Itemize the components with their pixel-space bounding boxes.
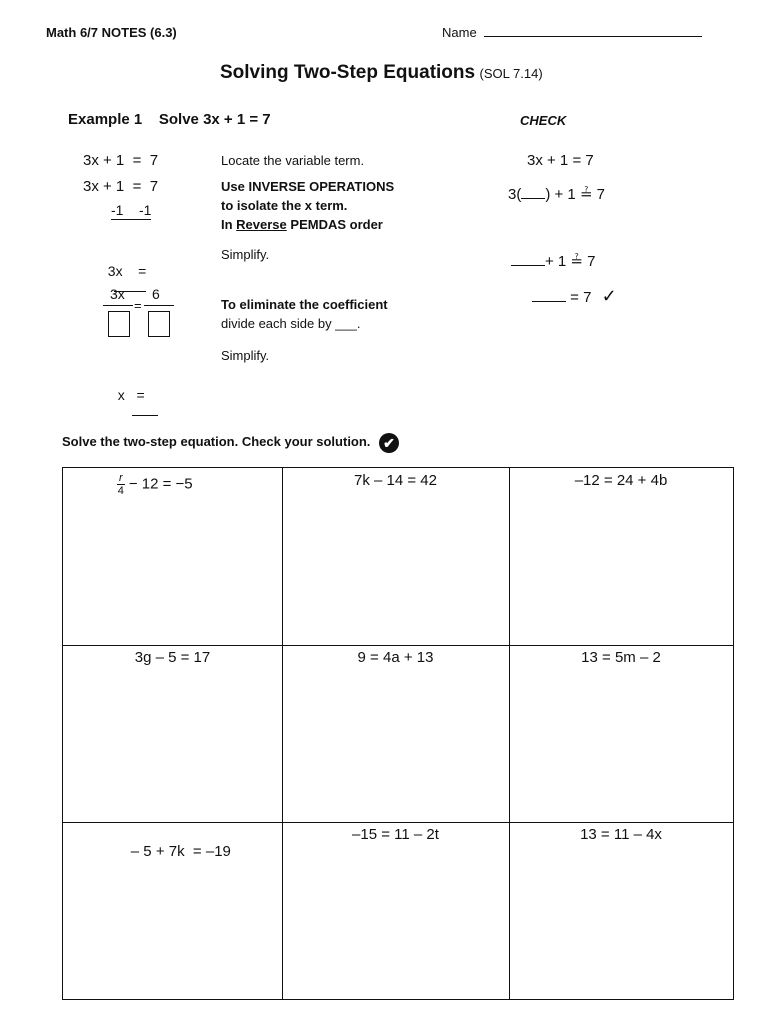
problem-8-text: –15 = 11 – 2t: [352, 826, 439, 843]
instructions: Solve the two-step equation. Check your solution.: [62, 434, 371, 449]
title-text: Solving Two-Step Equations: [220, 62, 476, 83]
step6-eq-text: x =: [117, 387, 145, 403]
fraction-bar-left: [103, 305, 133, 306]
step6-blank[interactable]: [132, 415, 158, 416]
problem-cell-2[interactable]: [282, 468, 509, 645]
problem-1-denominator: 4: [117, 485, 124, 497]
check-line2-blank[interactable]: [521, 198, 545, 199]
step4-note-a: To eliminate the coefficient: [221, 297, 388, 312]
step2-note-c: [221, 217, 383, 232]
problem-cell-8[interactable]: [282, 822, 509, 999]
fraction-bar-right: [144, 305, 174, 306]
check-line1: 3x + 1 = 7: [527, 152, 594, 169]
step5-note: Simplify.: [221, 348, 270, 363]
step2-note-b: to isolate the x term.: [221, 198, 348, 213]
problem-3-text: –12 = 24 + 4b: [574, 472, 668, 489]
step2-note-c-underlined: Reverse: [236, 217, 287, 232]
problem-1-text: − 12 = −5: [124, 475, 193, 493]
check-line2-pre: 3(: [508, 186, 522, 203]
problem-6-text: 13 = 5m – 2: [581, 649, 661, 666]
problem-4-text: 3g – 5 = 17: [134, 649, 211, 666]
name-label-text: Name: [442, 25, 477, 40]
check-line3-blank[interactable]: [511, 265, 545, 266]
check-line4: [532, 286, 617, 307]
divisor-box-left[interactable]: [108, 311, 130, 337]
step4-numerator-right: 6: [152, 286, 160, 302]
name-label: [442, 25, 702, 40]
check-line2-post: ) + 1 ≟ 7: [545, 186, 606, 203]
sol-label: (SOL 7.14): [479, 66, 543, 81]
problem-1-numerator: r: [119, 472, 123, 484]
problem-7-text: – 5 + 7k = –19: [130, 843, 231, 860]
step4-equals: =: [134, 298, 142, 313]
step6-equation: [110, 371, 158, 419]
step1-note: Locate the variable term.: [221, 153, 365, 168]
check-line3: [511, 252, 596, 270]
step2-equation: 3x + 1 = 7: [83, 178, 159, 195]
step3-eq-text: 3x =: [107, 263, 147, 279]
step2-subtract: -1 -1: [111, 202, 152, 218]
step3-note: Simplify.: [221, 247, 270, 262]
problem-cell-3[interactable]: [509, 468, 733, 645]
problem-2-text: 7k – 14 = 42: [354, 472, 437, 489]
checkmark-icon: ✓: [601, 286, 617, 306]
step2-note-c-post: PEMDAS order: [286, 217, 383, 232]
course-label: Math 6/7 NOTES (6.3): [46, 25, 177, 40]
problem-cell-4[interactable]: [63, 645, 282, 822]
step2-note-c-pre: In: [221, 217, 237, 232]
page-title: [220, 62, 543, 84]
problem-cell-1[interactable]: [63, 468, 282, 645]
check-line2: [508, 185, 605, 203]
problem-1-fraction: [117, 472, 125, 497]
divisor-box-right[interactable]: [148, 311, 170, 337]
name-blank[interactable]: [484, 36, 702, 37]
check-circle-icon: ✔: [379, 433, 399, 453]
example-heading: Example 1 Solve 3x + 1 = 7: [68, 111, 271, 128]
step4-note-b: divide each side by ___.: [221, 316, 361, 331]
problem-cell-5[interactable]: [282, 645, 509, 822]
step2-note-a: Use INVERSE OPERATIONS: [221, 179, 395, 194]
check-line4-blank[interactable]: [532, 301, 566, 302]
problem-grid: [62, 467, 734, 1000]
problem-cell-9[interactable]: [509, 822, 733, 999]
step1-equation: 3x + 1 = 7: [83, 152, 159, 169]
problem-cell-6[interactable]: [509, 645, 733, 822]
check-heading: CHECK: [520, 113, 567, 128]
problem-cell-7[interactable]: [63, 822, 282, 999]
step4-numerator-left: 3x: [110, 286, 125, 302]
check-line4-text: = 7: [570, 289, 592, 306]
problem-9-text: 13 = 11 – 4x: [580, 826, 662, 843]
problem-5-text: 9 = 4a + 13: [357, 649, 434, 666]
check-line3-text: + 1 ≟ 7: [545, 253, 596, 270]
